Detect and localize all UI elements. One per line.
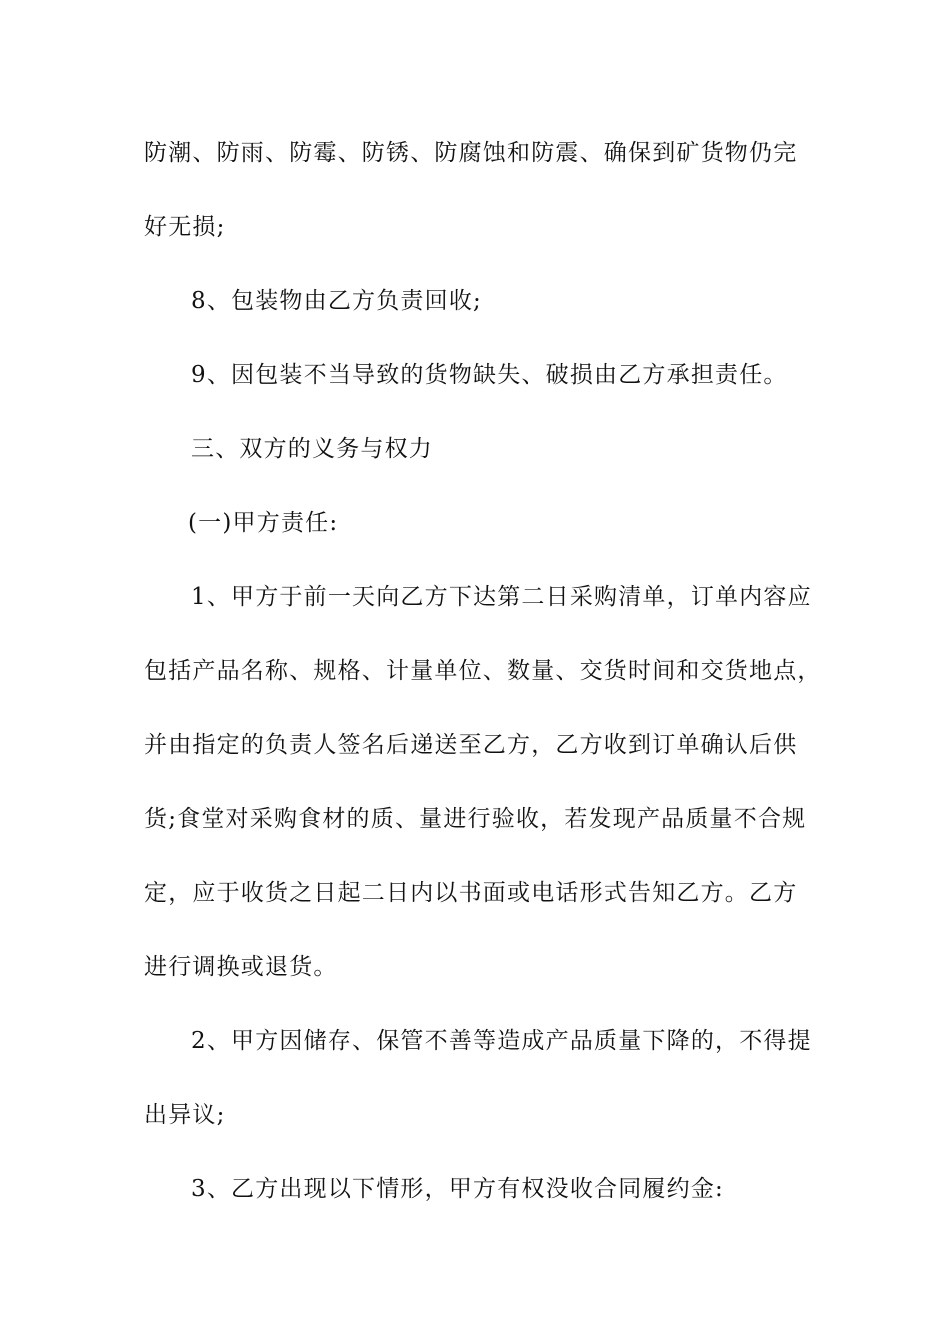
text-line: 包括产品名称、规格、计量单位、数量、交货时间和交货地点，	[144, 658, 822, 684]
text-line: 进行调换或退货。	[144, 954, 338, 980]
list-item: 1、甲方于前一天向乙方下达第二日采购清单，订单内容应	[191, 584, 812, 610]
list-item: 2、甲方因储存、保管不善等造成产品质量下降的，不得提	[191, 1028, 812, 1054]
text-line: 并由指定的负责人签名后递送至乙方，乙方收到订单确认后供	[144, 732, 798, 758]
text-line: 防潮、防雨、防霉、防锈、防腐蚀和防震、确保到矿货物仍完	[144, 140, 798, 166]
text-line: 定，应于收货之日起二日内以书面或电话形式告知乙方。乙方	[144, 880, 798, 906]
list-item: 3、乙方出现以下情形，甲方有权没收合同履约金:	[191, 1176, 724, 1202]
text-line: 货;食堂对采购食材的质、量进行验收，若发现产品质量不合规	[144, 806, 807, 832]
text-line: 出异议;	[144, 1102, 226, 1128]
list-item: 9、因包装不当导致的货物缺失、破损由乙方承担责任。	[191, 362, 788, 388]
text-line: 好无损;	[144, 214, 226, 240]
section-heading: 三、双方的义务与权力	[191, 436, 433, 462]
list-item: 8、包装物由乙方负责回收;	[191, 288, 482, 314]
subsection-heading: (一)甲方责任:	[188, 510, 339, 536]
document-body	[144, 130, 822, 1240]
